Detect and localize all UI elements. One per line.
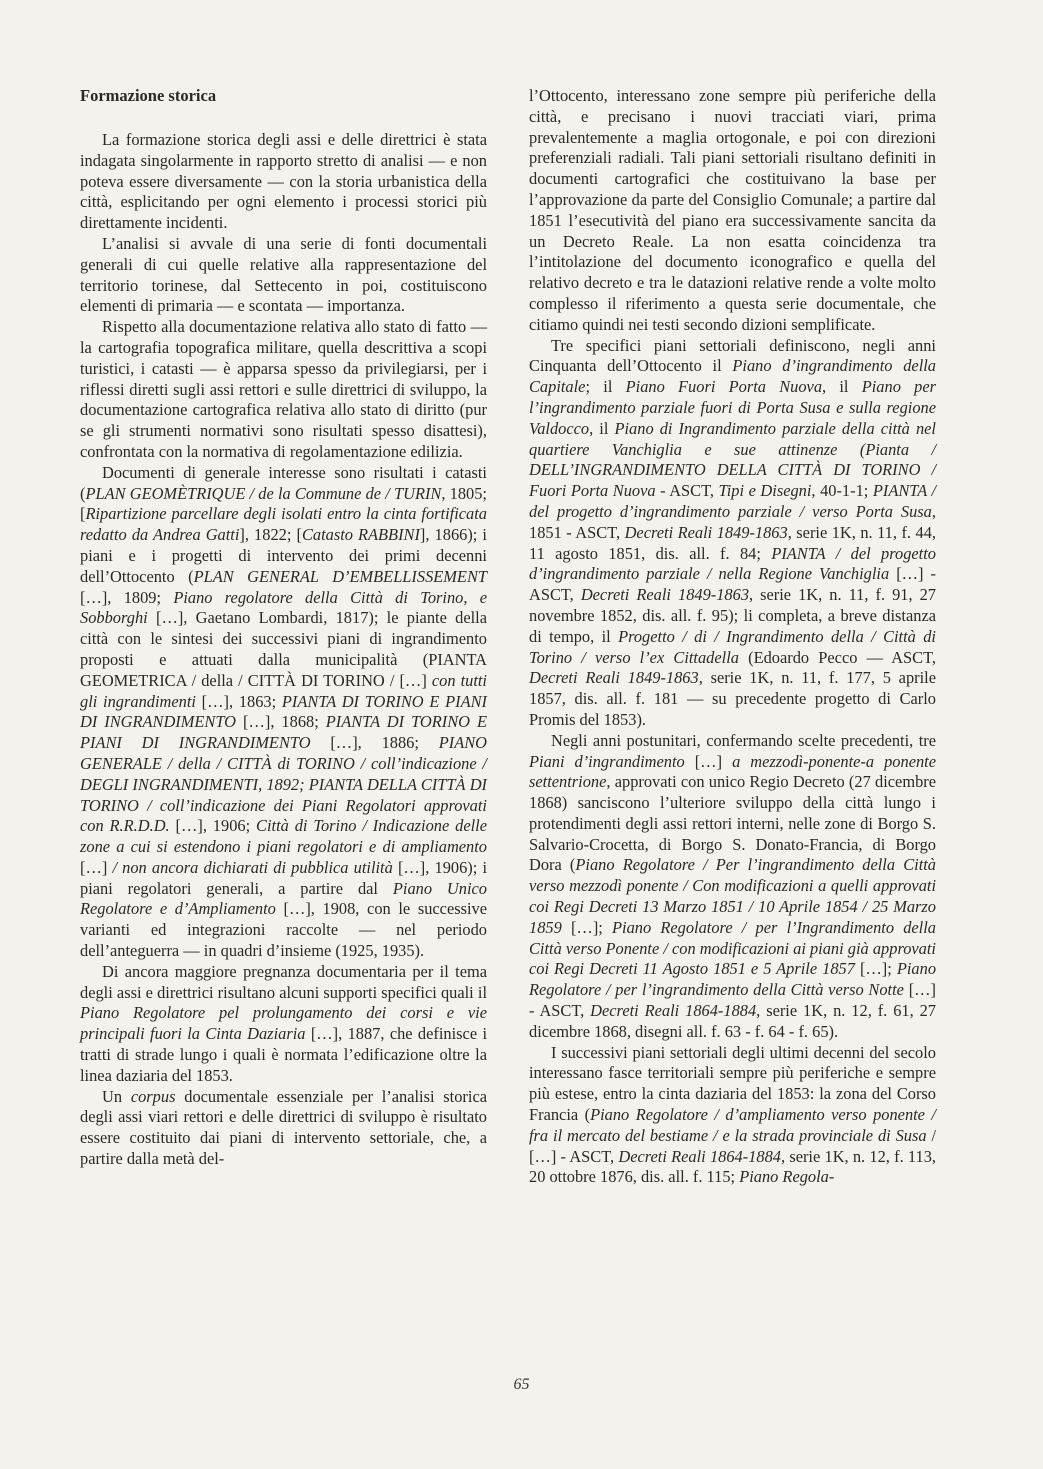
right-paragraphs — [529, 86, 936, 1188]
italic-text: Tipi e Disegni — [718, 481, 812, 501]
text-run: […] — [684, 751, 733, 771]
text-run: […], 1809; — [80, 587, 174, 607]
text-run: […], 1886; — [310, 733, 439, 753]
paragraph — [80, 130, 487, 234]
text-run: […], 1887, che definisce i tratti di strade lungo i quali è normata l’edificazione oltre la linea daziaria del 1853. — [80, 1024, 488, 1085]
italic-text: Piano Regolatore pel prolungamento dei corsi e vie principali fuori la Cinta Daziaria — [80, 1003, 487, 1044]
italic-text: Catasto RABBINI — [301, 525, 420, 545]
text-run: , serie 1K, n. 11, f. 44, 11 agosto 1851, dis. all. f. 84; — [529, 522, 936, 563]
italic-text: Decreti Reali 1849-1863 — [624, 522, 788, 542]
text-run: […] — [80, 857, 113, 877]
paragraph — [80, 463, 487, 962]
text-run: Rispetto alla documentazione relativa allo stato di fatto — la cartografia topografica militare, quella descrittiva a scopi turistici, i catasti — è apparsa spesso da privilegiarsi, per i riflessi diretti sugli assi rettori e sulle direttrici di sviluppo, la documentazione cartografica relativa allo stato di diritto (pur se gli strumenti normativi sono risultati spesso disattesi), confrontata con la normativa di regolamentazione edilizia. — [80, 317, 487, 461]
paragraph — [80, 317, 487, 463]
text-run: Documenti di generale interesse sono risultati i catasti ( — [80, 462, 487, 503]
italic-text: PIANTA DI TORINO E PIANI DI INGRANDIMENTO — [80, 691, 488, 732]
right-column — [529, 86, 936, 1188]
italic-text: Ripartizione parcellare degli isolati entro la cinta fortificata redatto da Andrea Gatti — [80, 504, 487, 545]
text-run: , serie 1K, n. 12, f. 61, 27 dicembre 1868, disegni all. f. 63 - f. 64 - f. 65). — [529, 1001, 936, 1041]
text-run: Negli anni postunitari, confermando scelte precedenti, tre — [551, 730, 936, 750]
text-run: ], 1866); i piani e i progetti di intervento dei primi decenni dell’Ottocento ( — [80, 525, 487, 586]
text-run: - ASCT, — [655, 481, 719, 501]
text-run: […]; — [854, 959, 897, 979]
text-run: Un — [102, 1086, 131, 1106]
italic-text: corpus — [130, 1086, 176, 1106]
text-run: […], Gaetano Lombardi, 1817); le piante della città con le sintesi dei successivi piani di ingrandimento proposti e attuati dalla municipalità (PIANTA GEOMETRICA / della / CITTÀ DI TORINO / […] — [80, 608, 487, 690]
italic-text: PLAN GENERAL D’EMBELLISSEMENT — [193, 566, 487, 586]
paragraph — [529, 86, 936, 336]
italic-text: Piano Regolatore / Per l’ingrandimento della Città verso mezzodì ponente / Con modificazioni a quelli approvati coi Regi Decreti 13 Marzo 1851 / 10 Aprile 1854 / 25 Marzo 1859 — [529, 855, 936, 937]
paragraph — [529, 731, 936, 1043]
text-run: (Edoardo Pecco — ASCT, — [738, 647, 937, 667]
text-run: […], 1868; — [236, 712, 326, 732]
paragraph — [529, 1043, 936, 1189]
text-run: , il — [589, 418, 615, 438]
italic-text: PLAN GEOMÈTRIQUE / de la Commune de / TURIN — [85, 483, 442, 503]
italic-text: Progetto / di / Ingrandimento della / Città di Torino / verso l’ex Cittadella — [529, 626, 936, 667]
text-run: ; il — [585, 377, 626, 397]
text-run: […], 1906); i piani regolatori generali, a partire dal — [80, 857, 487, 898]
text-run: I successivi piani settoriali degli ultimi decenni del secolo interessano fasce territoriali sempre più periferiche e sempre più estese, entro la cinta daziaria del 1853: la zona del Corso Francia ( — [529, 1042, 936, 1125]
text-run: Tre specifici piani settoriali definiscono, negli anni Cinquanta dell’Ottocento il — [529, 335, 936, 376]
italic-text: Piano regolatore della Città di Torino, e Sobborghi — [80, 587, 488, 628]
text-run: […]; — [561, 917, 613, 937]
text-run: , 1851 - ASCT, — [529, 501, 936, 542]
text-run: , serie 1K, n. 11, f. 91, 27 novembre 1852, dis. all. f. 95); li completa, a breve distanza di tempo, il — [529, 585, 936, 646]
text-run: […], 1863; — [195, 691, 282, 711]
text-run: , serie 1K, n. 11, f. 177, 5 aprile 1857, dis. all. f. 181 — su precedente progetto di Carlo Promis del 1853). — [529, 668, 936, 729]
italic-text: Piano Regolatore / per l’ingrandimento della Città verso Notte — [529, 959, 937, 1000]
italic-text: Piani d’ingrandimento — [529, 751, 685, 771]
paragraph — [80, 962, 487, 1087]
text-run: / […] - ASCT, — [529, 1125, 936, 1166]
left-paragraphs — [80, 130, 487, 1170]
italic-text: Piano Unico Regolatore e d’Ampliamento — [80, 878, 487, 919]
text-run: , approvati con unico Regio Decreto (27 dicembre 1868) sanciscono l’ulteriore sviluppo della città lungo i protendimenti degli assi rettori interni, nelle zone di Borgo S. Salvario-Crocetta, di Borgo S. Donato-Francia, di Borgo Dora ( — [529, 772, 936, 875]
text-run: documentale essenziale per l’analisi storica degli assi viari rettori e delle direttrici di sviluppo è risultato essere costituito dai piani di intervento settoriale, che, a partire dalla metà del- — [80, 1086, 487, 1169]
text-run: L’analisi si avvale di una serie di fonti documentali generali di cui quelle relative alla rappresentazione del territorio torinese, dal Settecento in poi, costituiscono elementi di primaria — e scontata — importanza. — [80, 233, 487, 316]
text-run: ], 1822; [ — [239, 525, 302, 545]
text-run: […] - ASCT, — [529, 980, 937, 1021]
italic-text: a mezzodì-ponente-a ponente settentrione — [529, 751, 936, 792]
page-number: 65 — [513, 1376, 530, 1393]
text-run: La formazione storica degli assi e delle direttrici è stata indagata singolarmente in rapporto stretto di analisi — e non poteva essere diversamente — con la storia urbanistica della città, esplicitando per ogni elemento i processi storici più direttamente incidenti. — [80, 130, 487, 233]
italic-text: PIANTA / del progetto d’ingrandimento parziale / nella Regione Vanchiglia — [529, 543, 936, 584]
italic-text: Piano di Ingrandimento parziale della città nel quartiere Vanchiglia e sue attinenze (Pianta / DELL’INGRANDIMENTO DELLA CITTÀ DI TORINO / Fuori Porta Nuova — [529, 418, 936, 501]
italic-text: Decreti Reali 1849-1863 — [580, 585, 750, 605]
text-run: l’Ottocento, interessano zone sempre più periferiche della città, e precisano i nuovi tracciati viari, prima prevalentemente a maglia ortogonale, e poi con direzioni preferenziali radiali. Tali piani settoriali risultano definiti in documenti cartografici che costituivano la base per l’approvazione da parte del Consiglio Comunale; a partire dal 1851 l’esecutività del piano era successivamente sancita da un Decreto Reale. La non esatta coincidenza tra l’intitolazione del documento iconografico e quella del relativo decreto e tra le datazioni relative rende a volte molto complesso il riferimento a questa serie documentale, che citiamo quindi nei testi secondo dizioni semplificate. — [529, 86, 936, 334]
italic-text: Decreti Reali 1864-1884 — [618, 1146, 781, 1166]
left-column — [80, 86, 487, 1170]
italic-text: PIANTA DI TORINO E PIANI DI INGRANDIMENTO — [80, 712, 487, 753]
text-run: […], 1906; — [169, 816, 257, 836]
italic-text: Piano Regolatore / per l’Ingrandimento della Città verso Ponente / con modificazioni ai piani già approvati coi Regi Decreti 11 Agosto 1851 e 5 Aprile 1857 — [529, 917, 936, 979]
text-run: , il — [822, 377, 862, 397]
italic-text: PIANTA / del progetto d’ingrandimento parziale / verso Porta Susa — [529, 481, 937, 521]
italic-text: Città di Torino / Indicazione delle zone a cui si estendono i piani regolatori e di ampliamento — [80, 816, 487, 857]
italic-text: Piano Regola- — [739, 1167, 835, 1187]
italic-text: PIANO GENERALE / della / CITTÀ di TORINO / coll’indicazione / DEGLI INGRANDIMENTI, 1892; PIANTA DELLA CITTÀ DI TORINO / coll’indicazione dei Piani Regolatori approvati con R.R.D.D. — [80, 733, 487, 836]
text-run: Di ancora maggiore pregnanza documentaria per il tema degli assi e direttrici risultano alcuni supporti specifici quali il — [80, 961, 487, 1002]
italic-text: Piano Fuori Porta Nuova — [625, 377, 823, 397]
text-run: , serie 1K, n. 12, f. 113, 20 ottobre 1876, dis. all. f. 115; — [529, 1146, 936, 1187]
italic-text: Piano Regolatore / d’ampliamento verso ponente / fra il mercato del bestiame / e la strada provinciale di Susa — [529, 1105, 936, 1145]
text-run: , 1805; [ — [80, 483, 487, 524]
italic-text: Piano d’ingrandimento della Capitale — [529, 356, 936, 397]
italic-text: / non ancora dichiarati di pubblica utilità — [112, 857, 393, 877]
italic-text: Decreti Reali 1864-1884 — [590, 1001, 757, 1021]
section-heading: Formazione storica — [80, 86, 217, 105]
italic-text: con tutti gli ingrandimenti — [80, 670, 487, 711]
paragraph — [80, 1087, 487, 1170]
text-run: […] - ASCT, — [529, 564, 936, 605]
text-run: , 40-1-1; — [811, 481, 873, 501]
paragraph — [529, 336, 936, 731]
text-run: […], 1908, con le successive varianti ed integrazioni raccolte — nel periodo dell’anteguerra — in quadri d’insieme (1925, 1935). — [80, 899, 488, 961]
italic-text: Decreti Reali 1849-1863 — [529, 668, 699, 688]
paragraph — [80, 234, 487, 317]
italic-text: Piano per l’ingrandimento parziale fuori di Porta Susa e sulla regione Valdocco — [529, 377, 936, 438]
